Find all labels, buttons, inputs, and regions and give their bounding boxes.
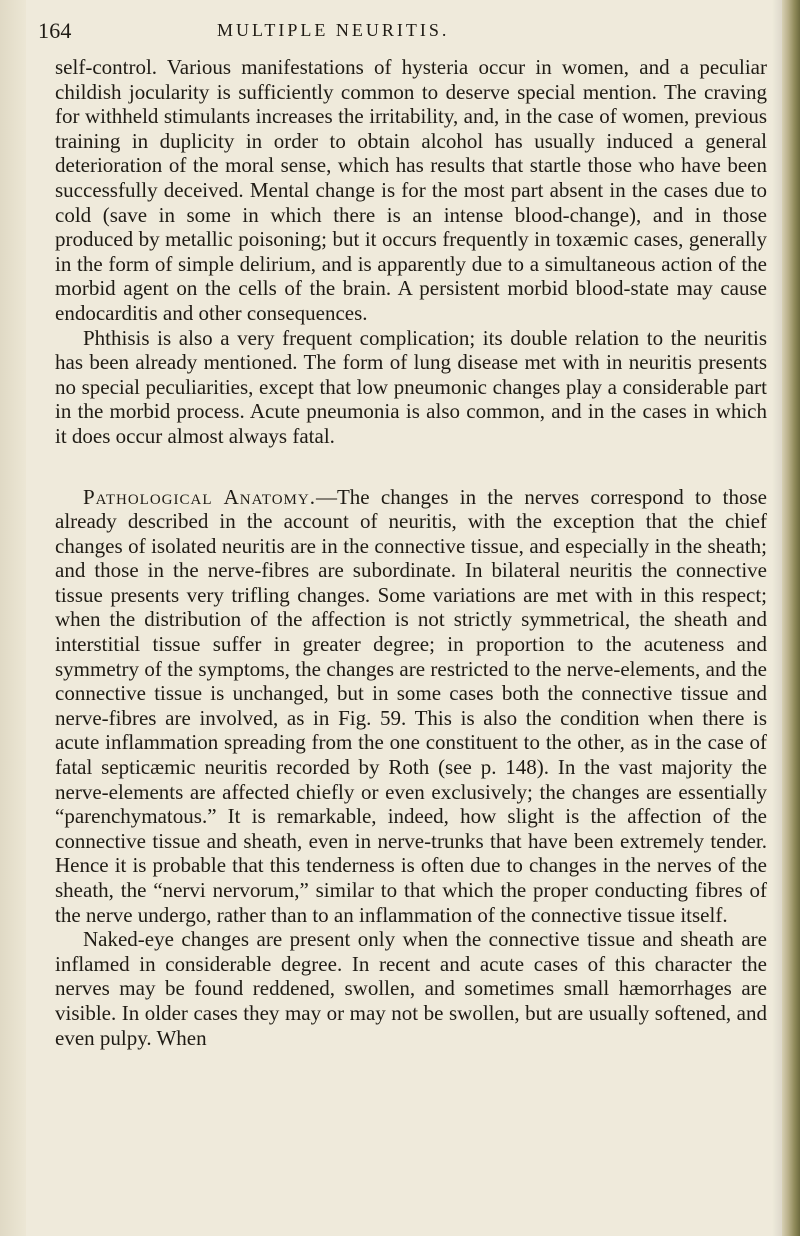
page-header	[38, 18, 738, 54]
paragraph-pathological-anatomy-text: —The changes in the nerves correspond to those already described in the account of neuritis, with the exception that the chief changes of isolated neuritis are in the connective tissue, and especially in the sheath; and those in the nerve-fibres are subordinate. In bilateral neuritis the connective tissue presents very trifling changes. Some variations are met with in this respect; when the distribution of the affection is not strictly symmetrical, the sheath and interstitial tissue suffer in greater degree; in proportion to the acuteness and symmetry of the symptoms, the changes are restricted to the nerve-elements, and the connective tissue is unchanged, but in some cases both the connective tissue and nerve-fibres are involved, as in Fig. 59. This is also the condition when there is acute inflammation spreading from the one constituent to the other, as in the case of fatal septicæmic neuritis recorded by Roth (see p. 148). In the vast majority the nerve-elements are affected chiefly or even exclusively; the changes are essentially “parenchymatous.” It is remarkable, indeed, how slight is the affection of the connective tissue and sheath, even in nerve-trunks that have been extremely tender. Hence it is probable that this tenderness is often due to changes in the nerves of the sheath, the “nervi nervorum,” similar to that which the proper conducting fibres of the nerve undergo, rather than to an inflammation of the connective tissue itself.	[55, 484, 768, 927]
body-text	[55, 55, 767, 1050]
page-number: 164	[38, 18, 72, 43]
paragraph-self-control: self-control. Various manifestations of hysteria occur in women, and a peculiar childish jocularity is sufficiently common to deserve special mention. The craving for withheld stimulants increases the irritability, and, in the case of women, previous training in duplicity in order to obtain alcohol has usually induced a general deterioration of the moral sense, which has results that startle those who have been successfully deceived. Mental change is for the most part absent in the cases due to cold (save in some in which there is an intense blood-change), and in those produced by metallic poisoning; but it occurs frequently in toxæmic cases, generally in the form of simple delirium, and is apparently due to a simultaneous action of the morbid agent on the cells of the brain. A persistent morbid blood-state may cause endocarditis and other consequences.	[55, 55, 767, 325]
paragraph-pathological-anatomy	[55, 485, 767, 928]
book-edge	[782, 0, 800, 1236]
running-head: MULTIPLE NEURITIS.	[217, 20, 450, 40]
page-edge-shadow	[772, 0, 782, 1236]
paragraph-phthisis: Phthisis is also a very frequent complication; its double relation to the neuritis has been already mentioned. The form of lung disease met with in neuritis presents no special peculiarities, except that low pneumonic changes play a considerable part in the morbid process. Acute pneumonia is also common, and in the cases in which it does occur almost always fatal.	[55, 325, 767, 448]
section-heading: Pathological Anatomy.	[83, 484, 316, 509]
paragraph-naked-eye: Naked-eye changes are present only when the connective tissue and sheath are inflamed in considerable degree. In recent and acute cases of this character the nerves may be found reddened, swollen, and sometimes small hæmorrhages are visible. In older cases they may or may not be swollen, but are usually softened, and even pulpy. When	[55, 927, 767, 1050]
page-gutter	[0, 0, 26, 1236]
